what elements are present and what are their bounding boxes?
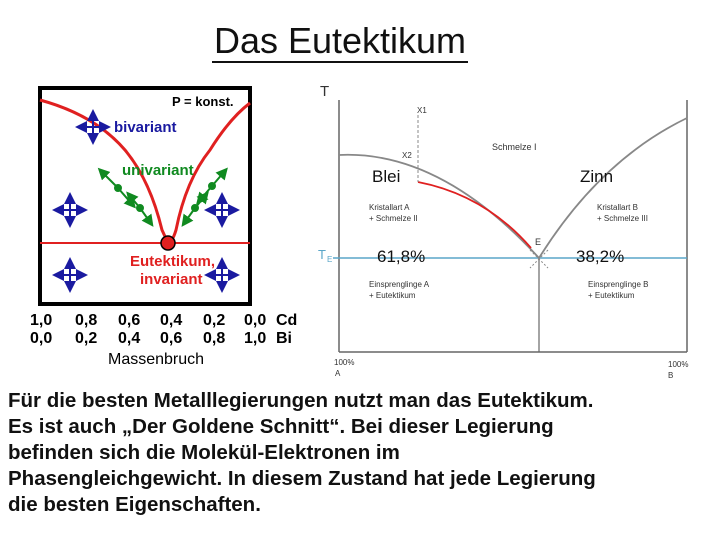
univariant-label: univariant <box>122 162 194 179</box>
eutectic-point <box>161 236 175 250</box>
cooling-path <box>418 182 531 248</box>
paragraph-line: Es ist auch „Der Goldene Schnitt“. Bei dieser Legierung <box>8 415 554 438</box>
te-label: T <box>318 247 326 262</box>
axis-b-label: B <box>668 371 674 380</box>
te-subscript: E <box>327 255 333 264</box>
axis-a-percent: 100% <box>334 358 355 367</box>
bi-tick: 0,6 <box>160 330 183 347</box>
region-a-line1: Kristallart A <box>369 203 410 212</box>
cd-tick: 0,6 <box>118 312 141 329</box>
eutectic-label-1: Eutektikum, <box>130 253 216 270</box>
bi-tick: 0,2 <box>75 330 98 347</box>
bottom-a-line1: Einsprenglinge A <box>369 280 430 289</box>
right-phase-diagram <box>318 83 688 380</box>
lead-percent: 61,8% <box>377 247 426 266</box>
mass-fraction-axis <box>30 312 297 368</box>
temperature-axis-label: T <box>320 83 330 100</box>
tin-label: Zinn <box>580 167 614 186</box>
mass-fraction-label: Massenbruch <box>108 351 205 368</box>
pressure-label: P = konst. <box>172 94 234 109</box>
eutectic-label-2: invariant <box>140 271 203 288</box>
bi-tick: 0,8 <box>203 330 226 347</box>
bottom-a-line2: + Eutektikum <box>369 291 416 300</box>
cd-tick: 0,8 <box>75 312 98 329</box>
cd-tick: 0,4 <box>160 312 183 329</box>
region-b-line2: + Schmelze III <box>597 214 648 223</box>
cd-tick: 1,0 <box>30 312 53 329</box>
bi-tick: 1,0 <box>244 330 267 347</box>
cd-tick: 0,0 <box>244 312 267 329</box>
eutectic-point-label: E <box>535 237 542 247</box>
melt-label: Schmelze I <box>492 142 537 152</box>
bottom-b-line2: + Eutektikum <box>588 291 635 300</box>
bi-tick: 0,4 <box>118 330 141 347</box>
x2-label: X2 <box>402 151 412 160</box>
paragraph-line: die besten Eigenschaften. <box>8 493 261 516</box>
bottom-b-line1: Einsprenglinge B <box>588 280 649 289</box>
paragraph-line: Für die besten Metalllegierungen nutzt man das Eutektikum. <box>8 389 594 412</box>
bivariant-label: bivariant <box>114 119 177 136</box>
cd-tick: 0,2 <box>203 312 226 329</box>
bi-tick: 0,0 <box>30 330 53 347</box>
paragraph-line: Phasengleichgewicht. In diesem Zustand hat jede Legierung <box>8 467 596 490</box>
lead-label: Blei <box>372 167 401 186</box>
region-b-line1: Kristallart B <box>597 203 638 212</box>
cd-label: Cd <box>276 312 298 329</box>
bi-label: Bi <box>276 330 292 347</box>
paragraph-line: befinden sich die Molekül-Elektronen im <box>8 441 400 464</box>
left-phase-diagram <box>30 88 297 368</box>
x1-label: X1 <box>417 106 427 115</box>
tin-percent: 38,2% <box>576 247 625 266</box>
description-paragraph <box>8 388 720 518</box>
axis-b-percent: 100% <box>668 360 689 369</box>
page-title: Das Eutektikum <box>213 20 467 61</box>
axis-a-label: A <box>335 369 341 378</box>
right-liquidus <box>539 118 687 258</box>
region-a-line2: + Schmelze II <box>369 214 418 223</box>
